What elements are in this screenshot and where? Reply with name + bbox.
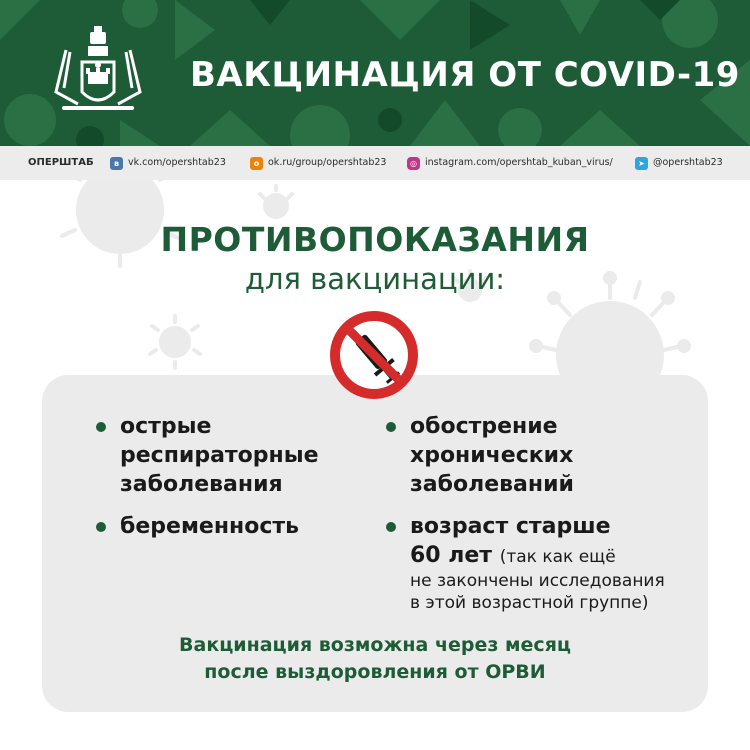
ok-icon: о [250,157,263,170]
brand-label: ОПЕРШТАБ [28,157,94,168]
list-item [410,412,574,499]
list-item-line: респираторные [120,443,319,468]
age-value: 60 лет [410,543,493,568]
list-item-note: не закончены исследования [410,571,665,591]
bullet-dot [386,422,396,432]
section-title: ПРОТИВОПОКАЗАНИЯ [160,220,590,259]
list-item-line: хронических [410,443,574,468]
telegram-icon: ➤ [635,157,648,170]
social-link-label: instagram.com/opershtab_kuban_virus/ [425,157,613,168]
instagram-icon: ◎ [407,157,420,170]
vk-icon: в [110,157,123,170]
list-item [120,512,299,541]
list-item-note: (так как ещё [499,547,616,567]
list-item [410,512,665,614]
social-link-label: ok.ru/group/opershtab23 [268,157,387,168]
social-link-ok[interactable] [250,156,386,170]
list-item-line: заболевания [120,472,283,497]
header-banner [0,0,750,146]
list-item-line: заболеваний [410,472,574,497]
section-subtitle: для вакцинации: [244,262,506,296]
krasnodar-coat-of-arms-icon [48,22,148,118]
social-link-label: vk.com/opershtab23 [128,157,226,168]
list-item [120,412,319,499]
social-link-telegram[interactable] [635,156,723,170]
list-item-line: возраст старше [410,514,611,539]
footer-note [0,632,750,686]
list-item-line: обострение [410,414,558,439]
list-item-line: острые [120,414,212,439]
list-item-line: беременность [120,514,300,539]
footer-line: Вакцинация возможна через месяц [179,634,571,656]
social-link-instagram[interactable] [407,156,613,170]
bullet-dot [96,522,106,532]
social-bar [0,146,750,180]
bullet-dot [96,422,106,432]
bullet-dot [386,522,396,532]
no-syringe-icon [330,311,418,399]
footer-line: после выздоровления от ОРВИ [204,661,546,683]
list-item-note: в этой возрастной группе) [410,593,649,613]
page-title: ВАКЦИНАЦИЯ ОТ COVID-19 [190,55,740,95]
social-link-vk[interactable] [110,156,226,170]
list-item-line [410,541,665,570]
social-link-label: @opershtab23 [653,157,723,168]
